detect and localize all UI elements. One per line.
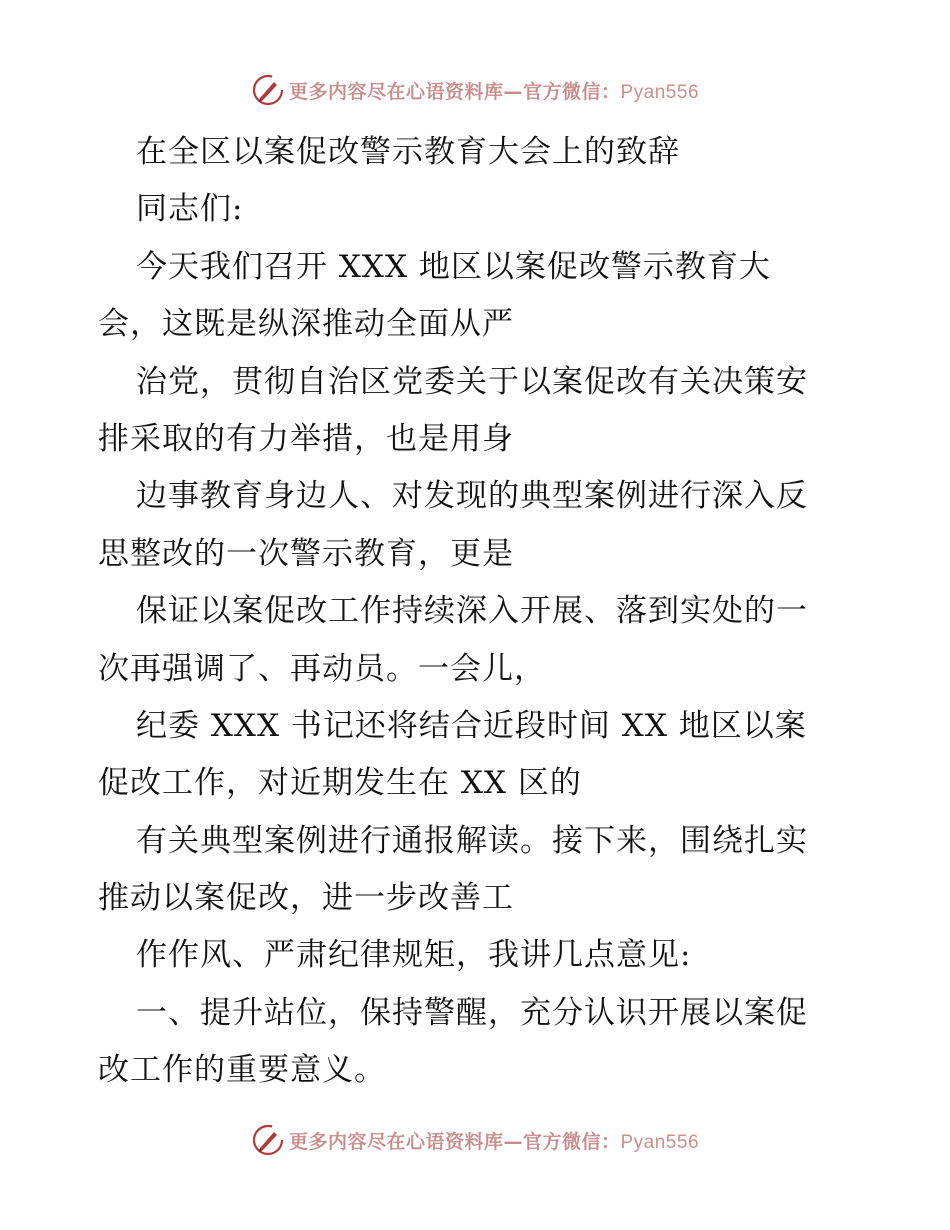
line-12: 有关典型案例进行通报解读。接下来，围绕扎实	[136, 822, 808, 859]
quill-logo-icon	[251, 1123, 285, 1157]
line-2: 今天我们召开 XXX 地区以案促改警示教育大	[136, 248, 771, 285]
line-4: 治党，贯彻自治区党委关于以案促改有关决策安	[136, 363, 808, 400]
line-14: 作作风、严肃纪律规矩，我讲几点意见:	[136, 937, 692, 974]
line-16: 改工作的重要意义。	[98, 1052, 386, 1089]
quill-logo-icon	[251, 73, 285, 107]
line-5: 排采取的有力举措，也是用身	[98, 420, 514, 457]
line-9: 次再强调了、再动员。一会儿，	[98, 650, 546, 687]
line-10: 纪委 XXX 书记还将结合近段时间 XX 地区以案	[136, 707, 807, 744]
watermark-text: 更多内容尽在心语资料库—官方微信：Pyan556	[288, 1130, 700, 1153]
line-6: 边事教育身边人、对发现的典型案例进行深入反	[136, 478, 808, 515]
line-15: 一、提升站位，保持警醒，充分认识开展以案促	[136, 994, 808, 1031]
line-1: 同志们:	[136, 191, 244, 228]
line-3: 会，这既是纵深推动全面从严	[98, 306, 514, 343]
line-13: 推动以案促改，进一步改善工	[98, 880, 514, 917]
line-8: 保证以案促改工作持续深入开展、落到实处的一	[136, 593, 808, 630]
line-7: 思整改的一次警示教育，更是	[98, 535, 514, 572]
line-11: 促改工作，对近期发生在 XX 区的	[98, 765, 582, 802]
footer-watermark-banner	[0, 1120, 950, 1160]
line-0: 在全区以案促改警示教育大会上的致辞	[136, 134, 680, 170]
watermark-text: 更多内容尽在心语资料库—官方微信：Pyan556	[288, 80, 700, 103]
document-body	[98, 124, 858, 1100]
header-watermark-banner	[0, 70, 950, 110]
